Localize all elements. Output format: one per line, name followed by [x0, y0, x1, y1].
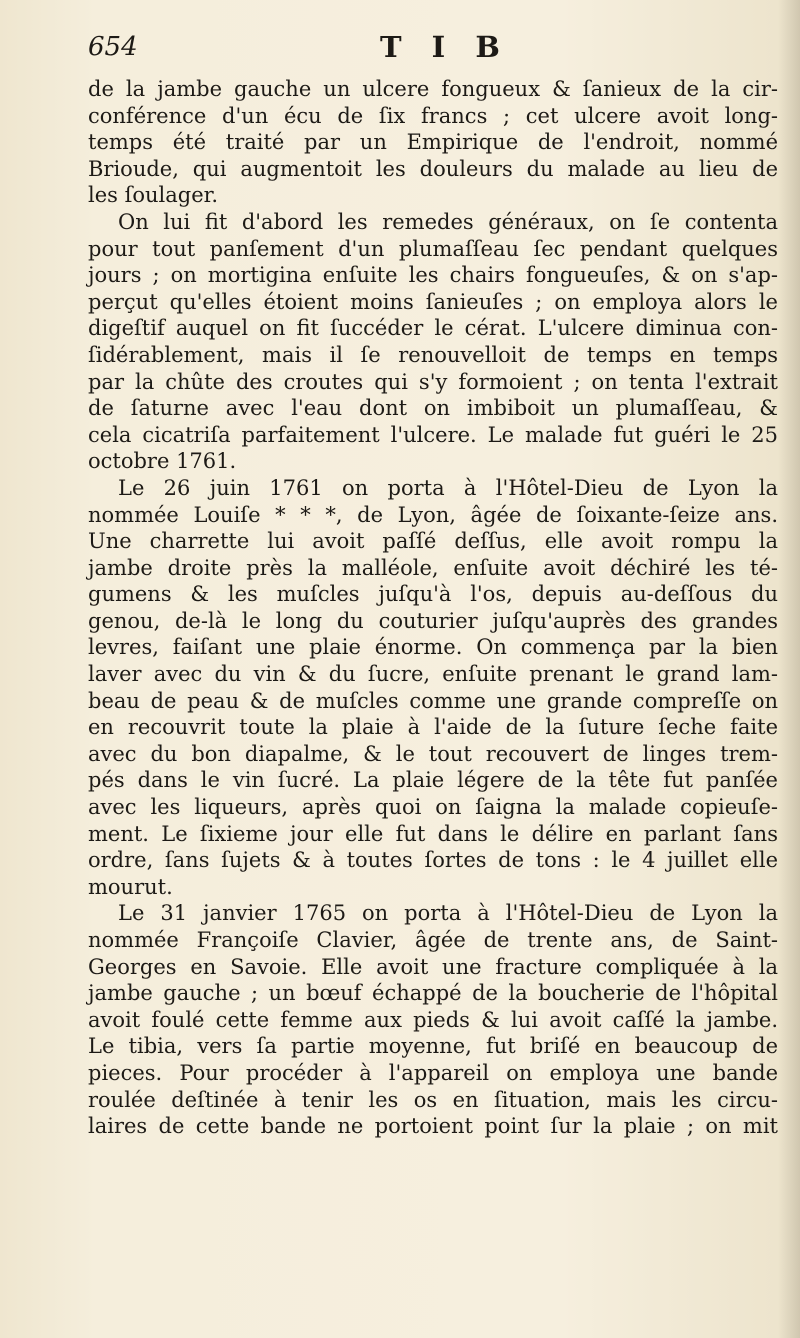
- text-line: roulée deſtinée à tenir les os en ſituation, mais les circu-: [88, 1087, 778, 1112]
- text-line: ordre, ſans ſujets & à toutes ſortes de tons : le 4 juillet elle: [88, 848, 778, 873]
- text-line: digeſtif auquel on fit ſuccéder le cérat. L'ulcere diminua con-: [88, 316, 778, 341]
- text-line: beau de peau & de muſcles comme une grande compreſſe on: [88, 688, 778, 713]
- text-line: perçut qu'elles étoient moins ſanieuſes ; on employa alors le: [88, 289, 778, 314]
- text-line: en recouvrit toute la plaie à l'aide de la ſuture ſeche faite: [88, 715, 778, 740]
- text-line: octobre 1761.: [88, 449, 237, 474]
- text-line: laires de cette bande ne portoient point ſur la plaie ; on mit: [88, 1114, 778, 1139]
- text-line: Brioude, qui augmentoit les douleurs du malade au lieu de: [88, 156, 778, 181]
- page-edge-shadow: [778, 0, 800, 1338]
- text-line: Georges en Savoie. Elle avoit une fracture compliquée à la: [88, 954, 778, 979]
- text-line: gumens & les muſcles juſqu'à l'os, depuis au-deſſous du: [88, 582, 778, 607]
- text-line: laver avec du vin & du ſucre, enſuite prenant le grand lam-: [88, 662, 778, 687]
- text-line: les ſoulager.: [88, 183, 219, 208]
- text-line: nommée Louiſe * * *, de Lyon, âgée de ſoixante-ſeize ans.: [88, 502, 778, 527]
- text-line: cela cicatriſa parfaitement l'ulcere. Le malade fut guéri le 25: [88, 422, 778, 447]
- paragraph: [88, 209, 778, 475]
- running-title: T I B: [380, 30, 510, 64]
- text-line: par la chûte des croutes qui s'y formoient ; on tenta l'extrait: [88, 369, 778, 394]
- text-line: pés dans le vin ſucré. La plaie légere de la tête fut panſée: [88, 768, 778, 793]
- paragraph: [88, 76, 778, 209]
- text-line: jambe gauche ; un bœuf échappé de la boucherie de l'hôpital: [88, 981, 778, 1006]
- text-line: avoit foulé cette femme aux pieds & lui avoit caſſé la jambe.: [88, 1007, 778, 1032]
- running-head: [88, 30, 778, 70]
- text-line: temps été traité par un Empirique de l'endroit, nommé: [88, 130, 778, 155]
- text-line: nommée Françoiſe Clavier, âgée de trente ans, de Saint-: [88, 928, 778, 952]
- text-line: avec les liqueurs, après quoi on ſaigna la malade copieuſe-: [88, 795, 778, 820]
- text-line: conférence d'un écu de ſix francs ; cet ulcere avoit long-: [88, 103, 778, 128]
- text-line: de la jambe gauche un ulcere fongueux & ſanieux de la cir-: [88, 77, 778, 101]
- page-number: 654: [88, 32, 138, 62]
- text-line: pour tout panſement d'un plumaſſeau ſec pendant quelques: [88, 236, 778, 261]
- text-line: levres, faiſant une plaie énorme. On commença par la bien: [88, 635, 778, 660]
- text-line: avec du bon diapalme, & le tout recouvert de linges trem-: [88, 741, 778, 766]
- paragraph: [88, 475, 778, 901]
- text-line: mourut.: [88, 874, 173, 899]
- text-line: Une charrette lui avoit paſſé deſſus, elle avoit rompu la: [88, 529, 778, 554]
- text-line: ſidérablement, mais il ſe renouvelloit de temps en temps: [88, 342, 778, 367]
- text-line: Le tibia, vers ſa partie moyenne, fut briſé en beaucoup de: [88, 1034, 778, 1059]
- text-line: pieces. Pour procéder à l'appareil on employa une bande: [88, 1060, 778, 1085]
- text-line: Le 26 juin 1761 on porta à l'Hôtel-Dieu de Lyon la: [118, 475, 778, 500]
- text-line: jours ; on mortigina enſuite les chairs fongueuſes, & on s'ap-: [88, 263, 778, 288]
- paragraph: [88, 900, 778, 1139]
- text-line: jambe droite près la malléole, enſuite avoit déchiré les té-: [88, 555, 778, 580]
- body-text: [88, 76, 778, 1140]
- text-line: Le 31 janvier 1765 on porta à l'Hôtel-Dieu de Lyon la: [118, 901, 778, 926]
- text-line: ment. Le ſixieme jour elle fut dans le délire en parlant ſans: [88, 821, 778, 846]
- text-line: On lui fit d'abord les remedes généraux, on ſe contenta: [118, 209, 778, 234]
- text-line: genou, de-là le long du couturier juſqu'auprès des grandes: [88, 608, 778, 633]
- text-line: de ſaturne avec l'eau dont on imbiboit un plumaſſeau, &: [88, 396, 778, 421]
